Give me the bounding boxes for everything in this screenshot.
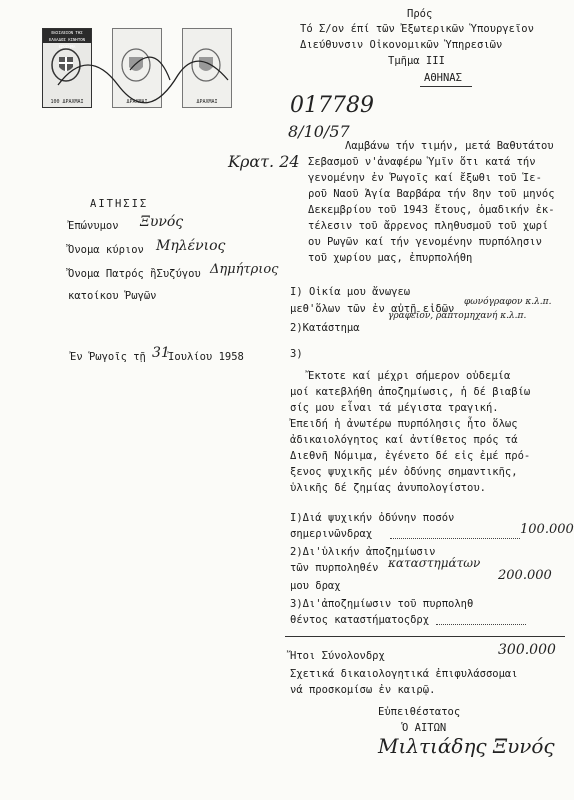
surname-label: Ἐπώνυμον <box>68 220 119 232</box>
claim-1-label: I)Διά ψυχικήν ὀδύνην ποσόν <box>290 512 455 524</box>
property-values-b: γραφεῖον, ραπτομηχανή κ.λ.π. <box>388 311 527 321</box>
claim-2-label: 2)Δι'ὑλικήν ἀποζημίωσιν <box>290 546 436 558</box>
stamp-value: ΔΡΑΧΜΑΙ <box>196 99 218 105</box>
city-underline <box>420 86 472 87</box>
month-year: Ἰουλίου 1958 <box>168 351 244 363</box>
first-name-value: Μηλένιος <box>156 238 226 254</box>
grievance-line: ὑλικῆς δέ ζημίας ἀνυπολογίστου. <box>290 482 486 494</box>
intro-line: Λαμβάνω τήν τιμήν, μετά Βαθυτάτου <box>345 140 554 152</box>
property-values-a: φωνόγραφον κ.λ.π. <box>464 297 552 307</box>
kratisi-note: Κρατ. 24 <box>228 152 300 171</box>
father-spouse-value: Δημήτριος <box>210 262 279 277</box>
intro-line: ου Ρωγῶν καί τήν γενομένην πυρπόλησιν <box>308 236 542 248</box>
intro-line: τοῦ χωρίου μας, ἐπυρπολήθη <box>308 252 473 264</box>
grievance-line: Ἐπειδή ἡ ἀνωτέρω πυρπόλησις ἦτο ὅλως <box>290 418 518 430</box>
place-date: Ἐν Ῥωγοῖς τῇ <box>70 351 146 363</box>
stamp-value: ΔΡΑΧΜΑΙ <box>126 99 148 105</box>
cancellation-scribble <box>40 30 240 115</box>
claim-2-unit: μου δραχ <box>290 580 341 592</box>
leader-dots <box>390 538 520 539</box>
stamp-value: 100 ΔΡΑΧΜΑΙ <box>50 99 84 105</box>
father-spouse-label: Ὄνομα Πατρός ἢΣυζύγου <box>68 268 201 280</box>
recipient-pros: Πρός <box>407 8 433 20</box>
claim-3-label: 3)Δι'ἀποζημίωσιν τοῦ πυρποληθ <box>290 598 474 610</box>
grievance-line: μοί κατεβλήθη ἀποζημίωσις, ἡ δέ βιαβίω <box>290 386 531 398</box>
claim-2-handwritten: καταστημάτων <box>388 556 481 570</box>
protocol-date: 8/10/57 <box>288 122 350 141</box>
leader-dots <box>436 624 526 625</box>
respect-line: Εὐπειθέστατος <box>378 706 461 718</box>
closing-line-1: Σχετικά δικαιολογητικά ἐπιφυλάσσομαι <box>290 668 518 680</box>
grievance-line: Διεθνῆ Νόμιμα, ἐγένετο δέ εἰς ἐμέ πρό- <box>290 450 531 462</box>
claim-1-amount: 100.000 <box>520 522 574 537</box>
grievance-line: σίς μου εἶναι τά μέγιστα τραγική. <box>290 402 499 414</box>
residence-label: κατοίκου Ῥωγῶν <box>68 290 157 302</box>
property-item-3: 3) <box>290 348 303 360</box>
property-item-1a: I) Οἰκία μου ἄνωγεω <box>290 286 411 298</box>
closing-line-2: νά προσκομίσω ἐν καιρῷ. <box>290 684 436 696</box>
applicant-label: Ὁ ΑΙΤΩΝ <box>402 722 447 734</box>
total-divider <box>285 636 565 637</box>
claim-2-amount: 200.000 <box>498 568 552 583</box>
total-amount: 300.000 <box>498 642 556 658</box>
surname-value: Ξυνός <box>140 214 184 230</box>
intro-line: Σεβασμοῦ ν'ἀναφέρω Ὑμῖν ὅτι κατά τήν <box>308 156 536 168</box>
total-label: Ἤτοι Σύνολονδρχ <box>290 650 385 662</box>
stamp-band-text: ΒΑΣΙΛΕΙΟΝ ΤΗΣ ΕΛΛΑΔΟΣ ΚΙΝΗΤΟΝ ΕΠΟΣΗΜΑ <box>43 29 91 43</box>
grievance-line: ξενος ψυχικῆς μέν ὀδύνης σημαντικῆς, <box>290 466 518 478</box>
intro-line: γενομένην ἐν Ῥωγοῖς καί ἔξωθι τοῦ Ἱε- <box>308 172 542 184</box>
recipient-line-1: Τό Σ/ον έπί τῶν Ἐξωτερικῶν Ὑπουργεῖον <box>300 23 534 35</box>
claim-2-line: τῶν πυρποληθέν <box>290 562 379 574</box>
claim-3-unit: θέντος καταστήματοςδρχ <box>290 614 430 626</box>
claim-1-unit: σημερινῶνδραχ <box>290 528 373 540</box>
protocol-number: 017789 <box>290 93 374 118</box>
grievance-line: ἀδικαιολόγητος καί ἀντίθετος πρός τά <box>290 434 518 446</box>
first-name-label: Ὄνομα κύριον <box>68 244 144 256</box>
day-value: 31 <box>152 345 170 361</box>
recipient-line-3: Τμῆμα III <box>388 55 445 67</box>
intro-line: ροῦ Ναοῦ Ἁγία Βαρβάρα τήν 8ην τοῦ μηνός <box>308 188 555 200</box>
recipient-line-2: Διεύθυνσιν Οἰκονομικῶν Ὑπηρεσιῶν <box>300 39 503 51</box>
recipient-city: ΑΘΗΝΑΣ <box>424 72 462 84</box>
grievance-line: Ἔκτοτε καί μέχρι σήμερον οὐδεμία <box>308 370 511 382</box>
applicant-signature: Μιλτιάδης Ξυνός <box>378 734 555 758</box>
intro-line: Δεκεμβρίου τοῦ 1943 ἔτους, ὁμαδικήν ἐκ- <box>308 204 555 216</box>
application-heading: ΑΙΤΗΣΙΣ <box>90 198 149 210</box>
property-item-2: 2)Κατάστημα <box>290 322 360 334</box>
intro-line: τέλεσιν τοῦ ἄρρενος πληθυσμοῦ τοῦ χωρί <box>308 220 549 232</box>
property-item-1b: μεθ'ὅλων τῶν ἐν αὐτῇ εἰδῶν <box>290 303 455 315</box>
